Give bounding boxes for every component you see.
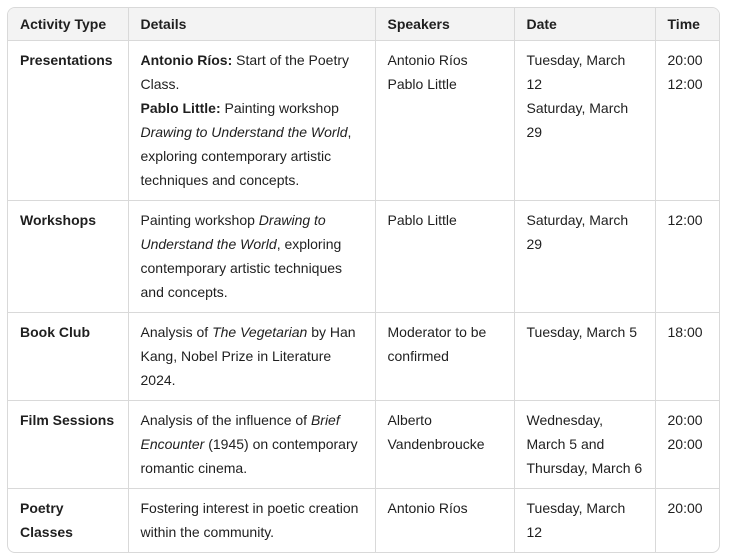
date-cell: [514, 401, 655, 489]
speaker-name: Antonio Ríos: [387, 52, 468, 68]
details-text: by Han Kang, Nobel Prize in Literature 2024.: [140, 324, 356, 388]
time-value: 20:00: [667, 412, 703, 428]
activity-type-cell: Workshops: [8, 201, 128, 313]
activity-type-cell: Book Club: [8, 313, 128, 401]
details-text: Fostering interest in poetic creation within the community.: [140, 500, 359, 540]
header-activity-type: Activity Type: [8, 8, 128, 41]
time-cell: [655, 489, 719, 553]
table-header-row: [8, 8, 719, 41]
header-speakers: Speakers: [375, 8, 514, 41]
speakers-cell: [375, 41, 514, 201]
time-value: 20:00: [667, 436, 703, 452]
speaker-name: Pablo Little: [387, 212, 457, 228]
date-value: Tuesday, March 5: [526, 324, 637, 340]
header-date: Date: [514, 8, 655, 41]
speaker-name-bold: Pablo Little:: [140, 100, 221, 116]
speaker-name: Antonio Ríos: [387, 500, 468, 516]
date-cell: [514, 313, 655, 401]
details-text: Analysis of: [140, 324, 213, 340]
details-text: Painting workshop: [140, 212, 259, 228]
speakers-cell: [375, 489, 514, 553]
speakers-cell: [375, 313, 514, 401]
time-value: 20:00: [667, 52, 703, 68]
date-value: Tuesday, March 12: [526, 52, 626, 92]
table-row: [8, 313, 719, 401]
date-value: Wednesday, March 5 and Thursday, March 6: [526, 412, 643, 476]
time-value: 18:00: [667, 324, 703, 340]
time-value: 20:00: [667, 500, 703, 516]
table-row: [8, 41, 719, 201]
activity-type-cell: Poetry Classes: [8, 489, 128, 553]
speaker-name: Alberto Vandenbroucke: [387, 412, 485, 452]
details-cell: [128, 489, 375, 553]
table-row: [8, 489, 719, 553]
speaker-name: Pablo Little: [387, 76, 457, 92]
details-cell: [128, 313, 375, 401]
details-text: Painting workshop: [220, 100, 339, 116]
details-paragraph: [141, 96, 363, 192]
date-value: Saturday, March 29: [526, 212, 629, 252]
workshop-title-italic: Drawing to Understand the World: [140, 124, 348, 140]
header-time: Time: [655, 8, 719, 41]
details-text: , exploring contemporary artistic techniques and concepts.: [140, 236, 343, 300]
activity-type-cell: Presentations: [8, 41, 128, 201]
details-text: Analysis of the influence of: [140, 412, 311, 428]
activity-type-cell: Film Sessions: [8, 401, 128, 489]
details-cell: [128, 201, 375, 313]
table-row: [8, 201, 719, 313]
date-value: Tuesday, March 12: [526, 500, 626, 540]
date-cell: [514, 201, 655, 313]
speaker-name-bold: Antonio Ríos:: [140, 52, 233, 68]
book-title-italic: The Vegetarian: [212, 324, 308, 340]
header-details: Details: [128, 8, 375, 41]
time-value: 12:00: [667, 212, 703, 228]
speakers-cell: [375, 201, 514, 313]
details-text: Start of the Poetry Class.: [140, 52, 349, 92]
time-cell: [655, 313, 719, 401]
time-cell: [655, 401, 719, 489]
speakers-cell: [375, 401, 514, 489]
film-title-italic: Brief Encounter: [140, 412, 340, 452]
workshop-title-italic: Drawing to Understand the World: [140, 212, 326, 252]
details-cell: [128, 41, 375, 201]
details-cell: [128, 401, 375, 489]
date-value: Saturday, March 29: [526, 100, 629, 140]
date-cell: [514, 489, 655, 553]
details-text: (1945) on contemporary romantic cinema.: [140, 436, 358, 476]
activities-table: [8, 8, 719, 552]
time-cell: [655, 201, 719, 313]
activities-table-container: [7, 7, 720, 553]
time-cell: [655, 41, 719, 201]
date-cell: [514, 41, 655, 201]
details-text: , exploring contemporary artistic techniques and concepts.: [140, 124, 352, 188]
speaker-name: Moderator to be confirmed: [387, 324, 487, 364]
details-paragraph: [141, 48, 363, 96]
time-value: 12:00: [667, 76, 703, 92]
table-row: [8, 401, 719, 489]
